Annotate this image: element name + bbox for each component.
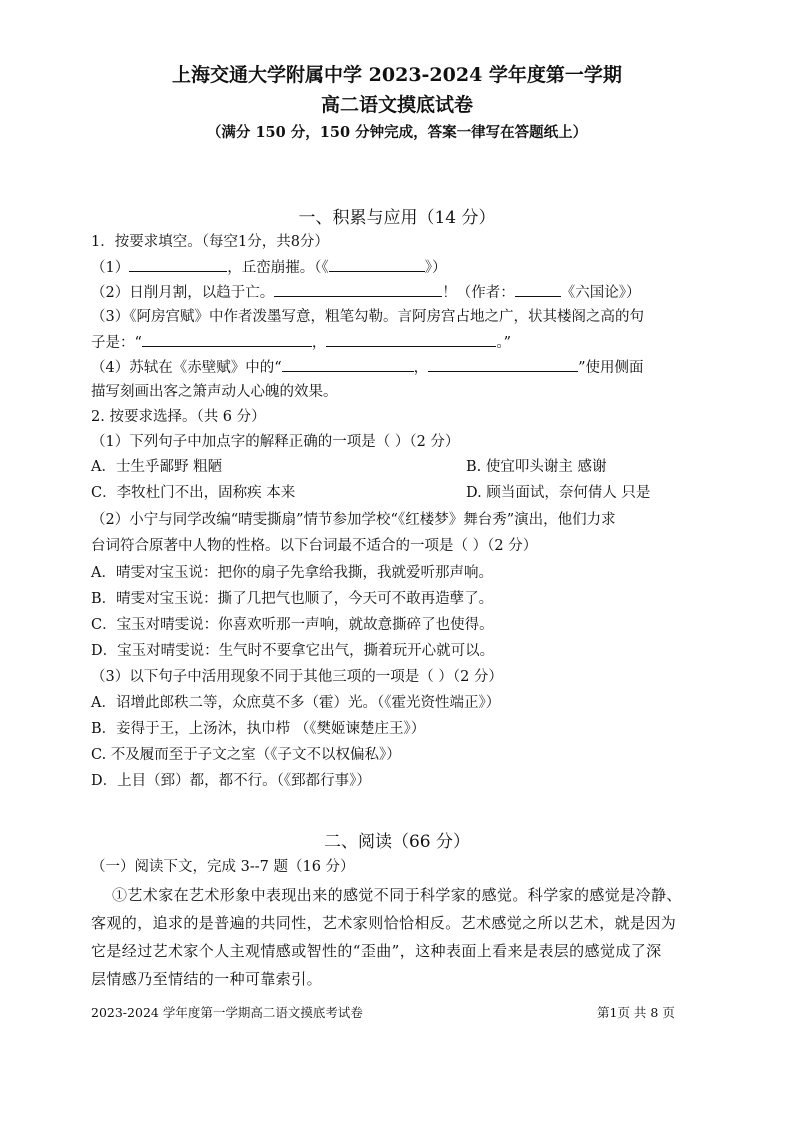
q2-2-stem-line2: 台词符合原著中人物的性格。以下台词最不适合的一项是（ ）（2 分） bbox=[91, 538, 538, 554]
passage-line: 层情感乃至情结的一种可靠索引。 bbox=[91, 970, 323, 988]
q2-2-option-b: B．晴雯对宝玉说：撕了几把气也顺了，今天可不敢再造孽了。 bbox=[91, 591, 494, 607]
q1-stem: 1．按要求填空。（每空1分，共8分） bbox=[91, 234, 329, 250]
q2-2-stem-line1: （2）小宁与同学改编“晴雯撕扇”情节参加学校“《红楼梦》舞台秀”演出，他们力求 bbox=[91, 512, 616, 528]
q1-item1-prefix: （1） bbox=[91, 260, 130, 276]
q2-3-option-d: D．上目（郅）都，都不行。（《郅都行事》） bbox=[91, 773, 371, 789]
q1-item2-prefix: （2）日削月割，以趋于亡。 bbox=[91, 285, 275, 301]
exam-subtitle: 高二语文摸底试卷 bbox=[320, 94, 473, 116]
q2-3-option-a: A．诏增此郎秩二等，众庶莫不多（霍）光。（《霍光资性端正》） bbox=[91, 695, 501, 711]
q1-item4-prefix: （4）苏轼在《赤壁赋》中的“ bbox=[91, 360, 282, 376]
section1-heading: 一、积累与应用（14 分） bbox=[298, 208, 496, 228]
q1-item4-mid: ， bbox=[413, 360, 429, 376]
q1-item2 bbox=[91, 283, 640, 302]
answer-blank[interactable] bbox=[428, 358, 578, 372]
q2-2-option-d: D．宝玉对晴雯说：生气时不要拿它出气，撕着玩开心就可以。 bbox=[91, 643, 495, 659]
answer-blank[interactable] bbox=[129, 258, 227, 272]
answer-blank[interactable] bbox=[282, 358, 414, 372]
q1-item3-end: 。” bbox=[496, 335, 512, 351]
passage-line: ①艺术家在艺术形象中表现出来的感觉不同于科学家的感觉。科学家的感觉是冷静、 bbox=[112, 886, 682, 904]
q1-item4-line2: 描写刻画出客之箫声动人心魄的效果。 bbox=[91, 384, 338, 400]
page-number: 第1页 共 8 页 bbox=[597, 1005, 675, 1020]
q2-2-option-a: A．晴雯对宝玉说：把你的扇子先拿给我撕，我就爱听那声响。 bbox=[91, 565, 493, 581]
q2-2-option-c: C．宝玉对晴雯说：你喜欢听那一声响，就故意撕碎了也使得。 bbox=[91, 617, 494, 633]
q2-stem: 2. 按要求选择。（共 6 分） bbox=[91, 409, 266, 425]
q1-item1-mid: ，丘峦崩摧。（《 bbox=[227, 260, 329, 276]
answer-blank[interactable] bbox=[329, 258, 425, 272]
answer-blank[interactable] bbox=[326, 333, 496, 347]
answer-blank[interactable] bbox=[274, 283, 442, 297]
q2-1-stem: （1）下列句子中加点字的解释正确的一项是（ ）（2 分） bbox=[91, 434, 460, 450]
q2-3-stem: （3）以下句子中活用现象不同于其他三项的一项是（ ）（2 分） bbox=[91, 669, 503, 685]
q2-1-option-d: D. 顾当面试，奈何倩人 只是 bbox=[466, 485, 651, 501]
passage-line: 它是经过艺术家个人主观情感或智性的“歪曲”，这种表面上看来是表层的感觉成了深 bbox=[91, 942, 662, 960]
exam-title: 上海交通大学附属中学 2023-2024 学年度第一学期 bbox=[172, 64, 622, 86]
q1-item3-line2 bbox=[91, 333, 511, 352]
q2-1-option-b: B. 使宜叩头谢主 感谢 bbox=[466, 459, 607, 475]
q1-item1-end: 》） bbox=[424, 260, 447, 276]
answer-blank[interactable] bbox=[142, 333, 312, 347]
footer-title: 2023-2024 学年度第一学期高二语文摸底考试卷 bbox=[91, 1005, 363, 1020]
q2-3-option-c: C. 不及履而至于子文之室（《子文不以权偏私》） bbox=[91, 747, 401, 763]
q1-item3-prefix: 子是：“ bbox=[91, 335, 142, 351]
q1-item3-mid: ， bbox=[311, 335, 327, 351]
q1-item4-end: ”使用侧面 bbox=[578, 360, 644, 376]
q1-item2-end: 《六国论》） bbox=[560, 285, 641, 301]
q1-item3-line1: （3）《阿房宫赋》中作者泼墨写意，粗笔勾勒。言阿房宫占地之广，状其楼阁之高的句 bbox=[91, 309, 644, 325]
q1-item1 bbox=[91, 258, 446, 277]
exam-note: （满分 150 分，150 分钟完成，答案一律写在答题纸上） bbox=[206, 124, 588, 141]
q1-item4-line1 bbox=[91, 358, 644, 377]
q2-1-option-a: A．士生乎鄙野 粗陋 bbox=[91, 459, 223, 475]
q1-item2-mid: ！（作者： bbox=[442, 285, 515, 301]
q2-1-option-c: C．李牧杜门不出，固称疾 本来 bbox=[91, 485, 296, 501]
passage-line: 客观的，追求的是普遍的共同性，艺术家则恰恰相反。艺术感觉之所以艺术，就是因为 bbox=[91, 914, 677, 932]
section2-heading: 二、阅读（66 分） bbox=[323, 832, 471, 852]
q2-3-option-b: B．妾得于王，上汤沐，执巾栉 （《樊姬谏楚庄王》） bbox=[91, 721, 426, 737]
answer-blank[interactable] bbox=[515, 283, 561, 297]
reading-subheading: （一）阅读下文，完成 3--7 题（16 分） bbox=[91, 859, 355, 875]
